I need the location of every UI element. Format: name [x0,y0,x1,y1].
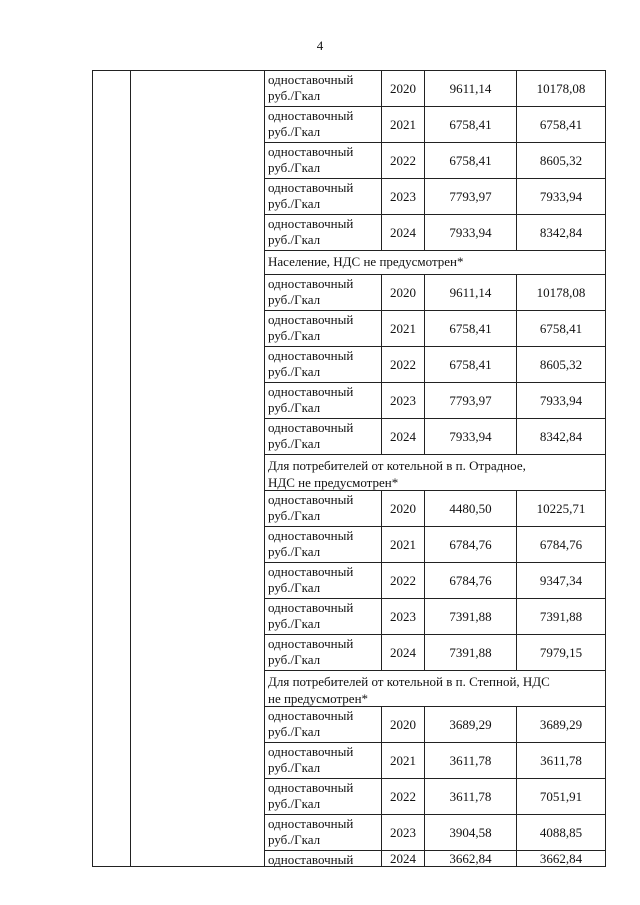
tariff-type-cell [264,347,381,382]
tariff-type: одноставочный [268,492,354,507]
tariff-type: одноставочный [268,312,354,327]
year-cell: 2021 [381,107,424,142]
tariff-unit: руб./Гкал [268,760,321,775]
tariff-unit: руб./Гкал [268,292,321,307]
tariff-value-first-half: 6758,41 [424,143,516,178]
tariff-unit: руб./Гкал [268,616,321,631]
table-row [264,599,605,635]
tariff-unit: руб./Гкал [268,328,321,343]
tariff-type: одноставочный [268,384,354,399]
table-row [264,527,605,563]
tariff-value-first-half: 6758,41 [424,311,516,346]
tariff-type-cell [264,419,381,454]
page-number: 4 [316,38,324,53]
tariff-type-cell [264,815,381,850]
tariff-unit: руб./Гкал [268,508,321,523]
tariff-type-cell [264,383,381,418]
tariff-type: одноставочный [268,816,354,831]
tariff-value-second-half: 3689,29 [516,707,605,742]
table-row [264,71,605,107]
tariff-unit: руб./Гкал [268,124,321,139]
year-cell: 2021 [381,527,424,562]
year-cell: 2023 [381,815,424,850]
tariff-value-second-half: 10178,08 [516,71,605,106]
tariff-unit: руб./Гкал [268,832,321,847]
year-cell: 2022 [381,143,424,178]
tariff-value-first-half: 6784,76 [424,563,516,598]
tariff-type: одноставочный [268,852,354,867]
tariff-type: одноставочный [268,144,354,159]
tariff-value-second-half: 6758,41 [516,107,605,142]
tariff-type-cell [264,851,381,867]
table-row [264,143,605,179]
year-cell: 2022 [381,347,424,382]
tariff-type-cell [264,179,381,214]
table-row [264,383,605,419]
tariff-value-first-half: 3689,29 [424,707,516,742]
tariff-type: одноставочный [268,348,354,363]
tariff-type: одноставочный [268,420,354,435]
tariff-value-second-half: 7391,88 [516,599,605,634]
tariff-table [92,70,606,867]
table-row [264,215,605,251]
consumer-group-header: Население, НДС не предусмотрен* [264,251,605,275]
tariff-value-first-half: 6758,41 [424,347,516,382]
tariff-unit: руб./Гкал [268,196,321,211]
tariff-value-second-half: 3662,84 [516,851,605,867]
table-row [264,419,605,455]
year-cell: 2024 [381,851,424,867]
tariff-value-second-half: 8605,32 [516,347,605,382]
tariff-unit: руб./Гкал [268,724,321,739]
tariff-value-second-half: 4088,85 [516,815,605,850]
table-row [264,815,605,851]
tariff-type: одноставочный [268,528,354,543]
consumer-group-header-line: НДС не предусмотрен* [268,475,399,490]
table-row [264,563,605,599]
tariff-type: одноставочный [268,276,354,291]
tariff-value-first-half: 7933,94 [424,215,516,250]
tariff-value-first-half: 7391,88 [424,635,516,670]
year-cell: 2022 [381,779,424,814]
tariff-unit: руб./Гкал [268,436,321,451]
consumer-group-header-line: Для потребителей от котельной в п. Степной, НДС [268,674,550,689]
tariff-type-cell [264,527,381,562]
year-cell: 2020 [381,707,424,742]
tariff-type: одноставочный [268,708,354,723]
tariff-type-cell [264,143,381,178]
tariff-unit: руб./Гкал [268,796,321,811]
tariff-type-cell [264,707,381,742]
tariff-value-second-half: 9347,34 [516,563,605,598]
table-row [264,779,605,815]
consumer-group-header-line: не предусмотрен* [268,691,369,706]
tariff-type: одноставочный [268,216,354,231]
tariff-type-cell [264,107,381,142]
table-row [264,347,605,383]
table-row [264,275,605,311]
tariff-value-first-half: 3611,78 [424,743,516,778]
tariff-type-cell [264,491,381,526]
tariff-type-cell [264,635,381,670]
tariff-type: одноставочный [268,744,354,759]
tariff-type: одноставочный [268,636,354,651]
year-cell: 2020 [381,275,424,310]
consumer-group-header-line: Для потребителей от котельной в п. Отрадное, [268,458,526,473]
tariff-value-second-half: 8342,84 [516,215,605,250]
tariff-unit: руб./Гкал [268,364,321,379]
tariff-type-cell [264,743,381,778]
tariff-type: одноставочный [268,108,354,123]
table-row [264,707,605,743]
tariff-value-second-half: 8342,84 [516,419,605,454]
tariff-value-second-half: 10225,71 [516,491,605,526]
tariff-unit: руб./Гкал [268,232,321,247]
table-row [264,179,605,215]
tariff-value-first-half: 6758,41 [424,107,516,142]
tariff-unit: руб./Гкал [268,400,321,415]
tariff-value-second-half: 8605,32 [516,143,605,178]
table-row [264,743,605,779]
tariff-value-second-half: 6784,76 [516,527,605,562]
tariff-type-cell [264,779,381,814]
tariff-value-first-half: 3904,58 [424,815,516,850]
tariff-value-first-half: 4480,50 [424,491,516,526]
year-cell: 2020 [381,491,424,526]
tariff-unit: руб./Гкал [268,580,321,595]
year-cell: 2022 [381,563,424,598]
tariff-type: одноставочный [268,180,354,195]
tariff-type: одноставочный [268,564,354,579]
tariff-value-first-half: 7793,97 [424,383,516,418]
year-cell: 2020 [381,71,424,106]
year-cell: 2023 [381,383,424,418]
tariff-value-first-half: 7933,94 [424,419,516,454]
table-row [264,107,605,143]
tariff-value-first-half: 3611,78 [424,779,516,814]
tariff-type-cell [264,563,381,598]
table-row [264,311,605,347]
consumer-group-header [264,455,605,491]
tariff-value-first-half: 3662,84 [424,851,516,867]
year-cell: 2023 [381,599,424,634]
tariff-unit: руб./Гкал [268,160,321,175]
year-cell: 2021 [381,311,424,346]
consumer-group-header [264,671,605,707]
table-row [264,635,605,671]
tariff-unit: руб./Гкал [268,652,321,667]
tariff-value-first-half: 7793,97 [424,179,516,214]
tariff-value-second-half: 3611,78 [516,743,605,778]
tariff-type: одноставочный [268,780,354,795]
tariff-type-cell [264,311,381,346]
tariff-type: одноставочный [268,72,354,87]
tariff-unit: руб./Гкал [268,544,321,559]
tariff-value-first-half: 9611,14 [424,275,516,310]
tariff-type-cell [264,599,381,634]
tariff-type: одноставочный [268,600,354,615]
year-cell: 2023 [381,179,424,214]
year-cell: 2024 [381,419,424,454]
tariff-value-second-half: 10178,08 [516,275,605,310]
tariff-value-second-half: 6758,41 [516,311,605,346]
tariff-type-cell [264,215,381,250]
tariff-unit: руб./Гкал [268,88,321,103]
tariff-value-second-half: 7933,94 [516,383,605,418]
tariff-value-second-half: 7933,94 [516,179,605,214]
table-row [264,851,605,867]
tariff-value-first-half: 7391,88 [424,599,516,634]
year-cell: 2024 [381,215,424,250]
tariff-value-second-half: 7979,15 [516,635,605,670]
table-column-divider [130,71,131,866]
tariff-value-first-half: 6784,76 [424,527,516,562]
year-cell: 2024 [381,635,424,670]
table-body [264,71,605,867]
tariff-type-cell [264,71,381,106]
table-row [264,491,605,527]
year-cell: 2021 [381,743,424,778]
tariff-value-first-half: 9611,14 [424,71,516,106]
tariff-type-cell [264,275,381,310]
tariff-value-second-half: 7051,91 [516,779,605,814]
